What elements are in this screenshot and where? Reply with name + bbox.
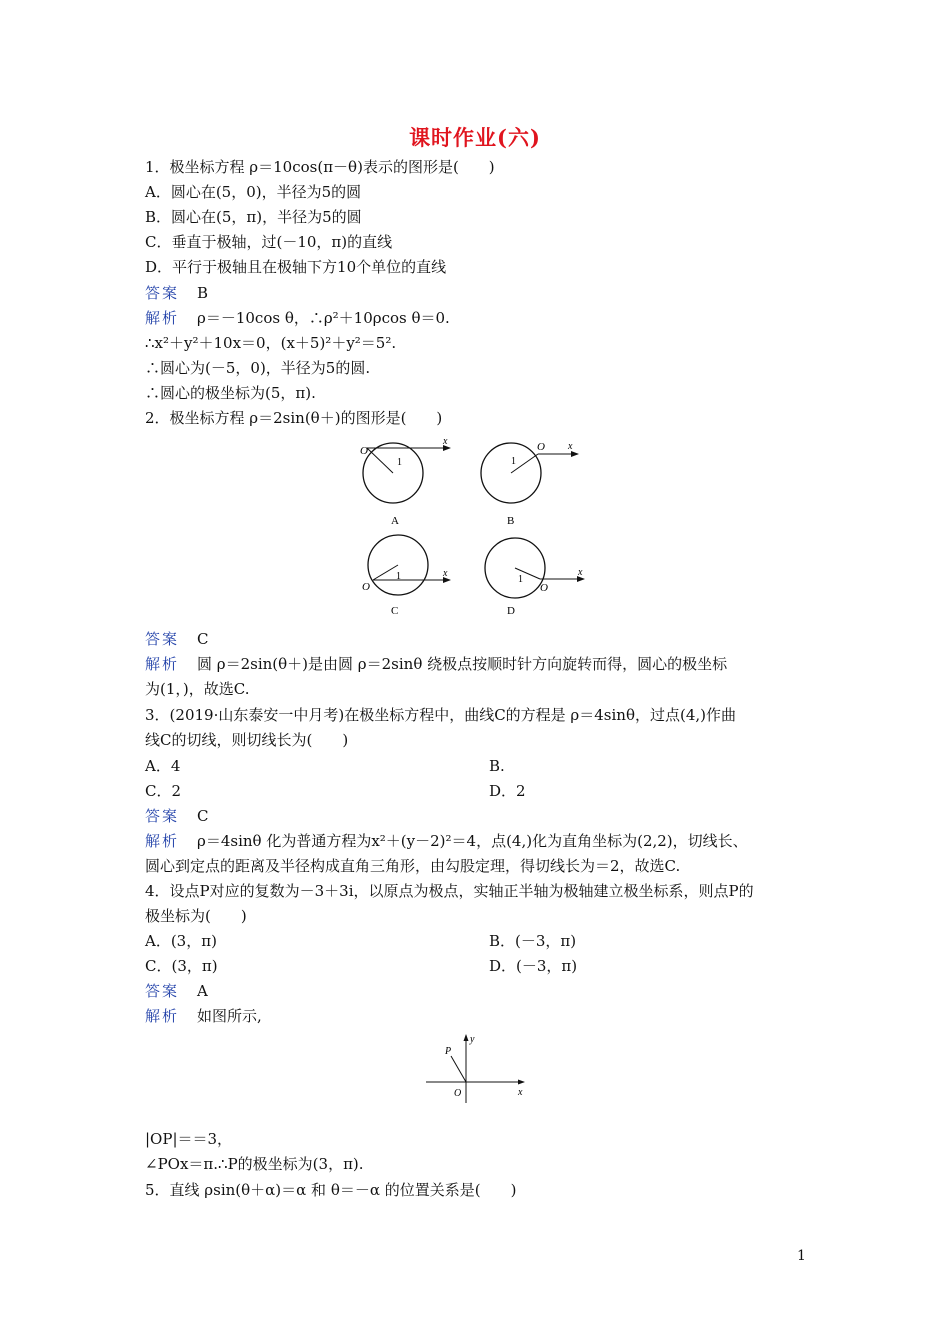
answer-label: 答案 bbox=[145, 807, 180, 825]
q3-option-d: D．2 bbox=[489, 782, 526, 800]
answer-value: C bbox=[197, 807, 209, 825]
question-4-line: 极坐标为( ) bbox=[145, 907, 247, 925]
q1-analysis-line: ∴圆心为(－5，0)，半径为5的圆. bbox=[145, 359, 371, 377]
figure-letter-b: B bbox=[507, 515, 515, 527]
q4-option-c: C．(3，π) bbox=[145, 957, 218, 975]
question-2: 2．极坐标方程 ρ＝2sin(θ＋)的图形是( ) bbox=[145, 409, 443, 427]
origin-label: O bbox=[540, 582, 548, 594]
answer-value: C bbox=[197, 630, 209, 648]
question-4: 4．设点P对应的复数为－3＋3i，以原点为极点，实轴正半轴为极轴建立极坐标系，则点P的 bbox=[145, 882, 754, 900]
axis-label: x bbox=[443, 568, 448, 579]
origin-label: O bbox=[537, 441, 545, 453]
q1-option-d: D．平行于极轴且在极轴下方10个单位的直线 bbox=[145, 258, 447, 276]
analysis-text: ρ＝4sinθ 化为普通方程为x²＋(y－2)²＝4，点(4,)化为直角坐标为(2,2)，切线长、 bbox=[197, 832, 748, 850]
analysis-text: 如图所示, bbox=[197, 1007, 262, 1025]
analysis-label: 解析 bbox=[145, 832, 180, 850]
question-3: 3．(2019·山东泰安一中月考)在极坐标方程中，曲线C的方程是 ρ＝4sinθ，过点(4,)作曲 bbox=[145, 706, 737, 724]
answer-label: 答案 bbox=[145, 982, 180, 1000]
q2-answer bbox=[145, 629, 209, 649]
q3-option-a: A．4 bbox=[145, 757, 181, 775]
origin-label: O bbox=[454, 1088, 462, 1099]
q3-option-b: B. bbox=[489, 757, 505, 775]
analysis-label: 解析 bbox=[145, 655, 180, 673]
q4-analysis bbox=[145, 1006, 262, 1026]
radius-label: 1 bbox=[518, 574, 523, 585]
point-label: P bbox=[445, 1046, 452, 1057]
analysis-text: ρ＝－10cos θ，∴ρ²＋10ρcos θ＝0. bbox=[197, 309, 450, 327]
q3-analysis-line: 圆心到定点的距离及半径构成直角三角形，由勾股定理，得切线长为＝2，故选C. bbox=[145, 857, 681, 875]
q4-analysis-line: |OP|＝＝3， bbox=[145, 1130, 233, 1148]
answer-label: 答案 bbox=[145, 630, 180, 648]
q3-option-c: C．2 bbox=[145, 782, 182, 800]
axis-label: x bbox=[568, 441, 573, 452]
analysis-label: 解析 bbox=[145, 309, 180, 327]
q1-option-a: A．圆心在(5，0)，半径为5的圆 bbox=[145, 183, 362, 201]
origin-label: O bbox=[362, 581, 370, 593]
answer-label: 答案 bbox=[145, 284, 180, 302]
analysis-text: 圆 ρ＝2sin(θ＋)是由圆 ρ＝2sinθ 绕极点按顺时针方向旋转而得，圆心的极坐标 bbox=[197, 655, 728, 673]
q4-analysis-line: ∠POx＝π.∴P的极坐标为(3，π). bbox=[145, 1155, 364, 1173]
question-5: 5．直线 ρsin(θ＋α)＝α 和 θ＝－α 的位置关系是( ) bbox=[145, 1181, 517, 1199]
figure-letter-d: D bbox=[507, 605, 515, 617]
axis-label: x bbox=[443, 436, 448, 447]
origin-label: O bbox=[360, 445, 368, 457]
figure-letter-a: A bbox=[391, 515, 399, 527]
x-axis-label: x bbox=[518, 1087, 523, 1098]
answer-value: B bbox=[197, 284, 209, 302]
question-3-line: 线C的切线，则切线长为( ) bbox=[145, 731, 349, 749]
page-number: 1 bbox=[797, 1248, 806, 1264]
figure-letter-c: C bbox=[391, 605, 399, 617]
q2-figure-option-b bbox=[481, 441, 578, 527]
q2-analysis-line: 为(1，)，故选C. bbox=[145, 680, 250, 698]
analysis-label: 解析 bbox=[145, 1007, 180, 1025]
q2-figure-option-c bbox=[362, 535, 450, 617]
y-axis-label: y bbox=[470, 1034, 475, 1045]
q1-option-b: B．圆心在(5，π)，半径为5的圆 bbox=[145, 208, 362, 226]
q2-figure-option-d bbox=[485, 538, 584, 617]
q1-analysis-line: ∴x²＋y²＋10x＝0，(x＋5)²＋y²＝5². bbox=[145, 334, 397, 352]
q3-analysis bbox=[145, 831, 748, 851]
q2-figure-option-a bbox=[360, 436, 450, 527]
q1-analysis bbox=[145, 308, 450, 328]
radius-label: 1 bbox=[397, 457, 402, 468]
q1-analysis-line: ∴圆心的极坐标为(5，π). bbox=[145, 384, 316, 402]
q4-option-d: D．(－3，π) bbox=[489, 957, 578, 975]
q4-answer bbox=[145, 981, 208, 1001]
q4-option-b: B．(－3，π) bbox=[489, 932, 577, 950]
q4-option-a: A．(3，π) bbox=[145, 932, 217, 950]
q1-option-c: C．垂直于极轴，过(－10，π)的直线 bbox=[145, 233, 393, 251]
page-title: 课时作业(六) bbox=[409, 125, 541, 150]
q2-figure bbox=[340, 432, 620, 622]
answer-value: A bbox=[197, 982, 208, 1000]
q2-analysis bbox=[145, 654, 727, 674]
q3-answer bbox=[145, 806, 209, 826]
q1-answer bbox=[145, 283, 208, 303]
q4-figure bbox=[420, 1030, 535, 1105]
axis-label: x bbox=[578, 567, 583, 578]
radius-label: 1 bbox=[511, 456, 516, 467]
question-1: 1．极坐标方程 ρ＝10cos(π－θ)表示的图形是( ) bbox=[145, 158, 495, 176]
radius-label: 1 bbox=[396, 571, 401, 582]
